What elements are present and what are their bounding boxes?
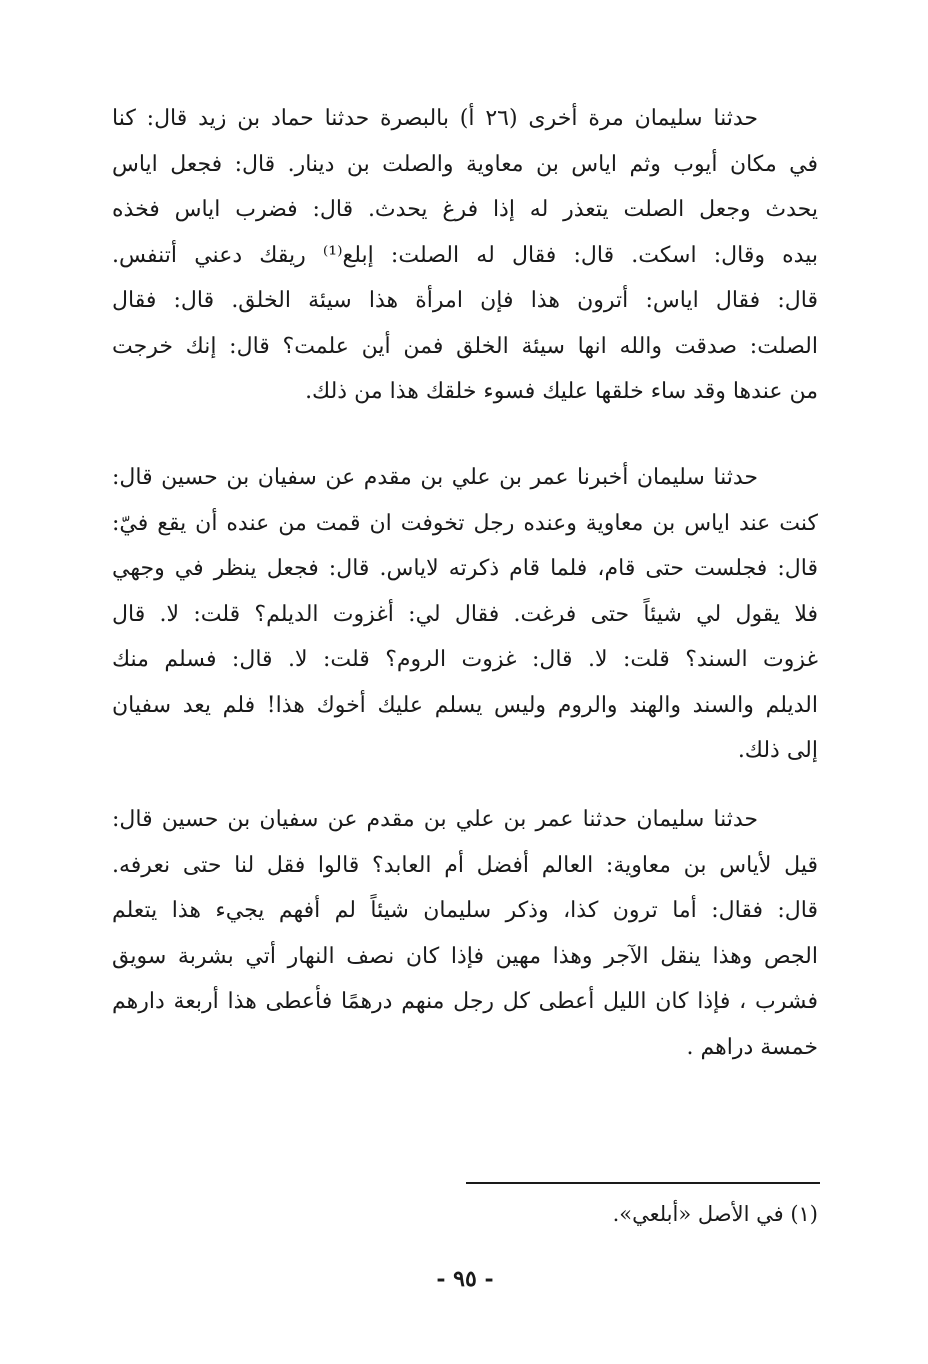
text-line: فشرب ، فإذا كان الليل أعطى كل رجل منهم درهمًا فأعطى هذا أربعة دارهم <box>112 989 818 1014</box>
text-line: يحدث وجعل الصلت يتعذر له إذا فرغ يحدث. قال: فضرب اياس فخذه <box>112 197 818 222</box>
paragraph-3 <box>112 797 818 1070</box>
footnote: (١) في الأصل «أبلعي». <box>612 1202 818 1226</box>
text-line: الديلم والسند والهند والروم وليس يسلم عليك أخوك هذا! فلم يعد سفيان <box>112 692 818 718</box>
text-line: فلا يقول لي شيئاً حتى فرغت. فقال لي: أغزوت الديلم؟ قلت: لا. قال <box>112 601 818 627</box>
text-line: قال: فجلست حتى قام، فلما قام ذكرته لاياس. قال: فجعل ينظر في وجهي <box>112 556 818 581</box>
page-number: - ٩٥ - <box>436 1266 494 1292</box>
text-line: إلى ذلك. <box>737 738 818 763</box>
text-line: غزوت السند؟ قلت: لا. قال: غزوت الروم؟ قلت: لا. قال: فسلم منك <box>112 647 818 672</box>
text-line: قال: فقال اياس: أترون هذا فإن امرأة هذا سيئة الخلق. قال: فقال <box>112 288 818 313</box>
footnote-divider <box>466 1182 820 1184</box>
text-line: حدثنا سليمان حدثنا عمر بن علي بن مقدم عن سفيان بن حسين قال: <box>112 807 758 832</box>
text-line: خمسة دراهم . <box>686 1034 818 1060</box>
text-line: في مكان أيوب وثم اياس بن معاوية والصلت بن دينار. قال: فجعل اياس <box>112 151 818 177</box>
paragraph-2 <box>112 455 818 774</box>
text-line: من عندها وقد ساء خلقها عليك فسوء خلقك هذا من ذلك. <box>305 379 818 404</box>
text-line: كنت عند اياس بن معاوية وعنده رجل تخوفت ان قمت من عنده أن يقع فيّ: <box>112 510 818 536</box>
text-line: حدثنا سليمان أخبرنا عمر بن علي بن مقدم عن سفيان بن حسين قال: <box>112 465 758 490</box>
text-line: قال: فقال: أما ترون كذا، وذكر سليمان شيئاً لم أفهم يجيء هذا يتعلم <box>112 898 818 923</box>
text-line: الجص وهذا ينقل الآجر وهذا مهين فإذا كان نصف النهار أتي بشربة سويق <box>112 943 818 969</box>
text-line: قيل لأياس بن معاوية: العالم أفضل أم العابد؟ قالوا فقل لنا حتى نعرفه. <box>112 852 818 878</box>
text-line: بيده وقال: اسكت. قال: فقال له الصلت: إبلع⁽¹⁾ ريقك دعني أتنفس. <box>112 242 818 268</box>
text-line: حدثنا سليمان مرة أخرى (٢٦ أ) بالبصرة حدثنا حماد بن زيد قال: كنا <box>112 106 758 131</box>
paragraph-1 <box>112 96 818 415</box>
text-line: الصلت: صدقت والله انها سيئة الخلق فمن أين علمت؟ قال: إنك خرجت <box>112 333 818 359</box>
